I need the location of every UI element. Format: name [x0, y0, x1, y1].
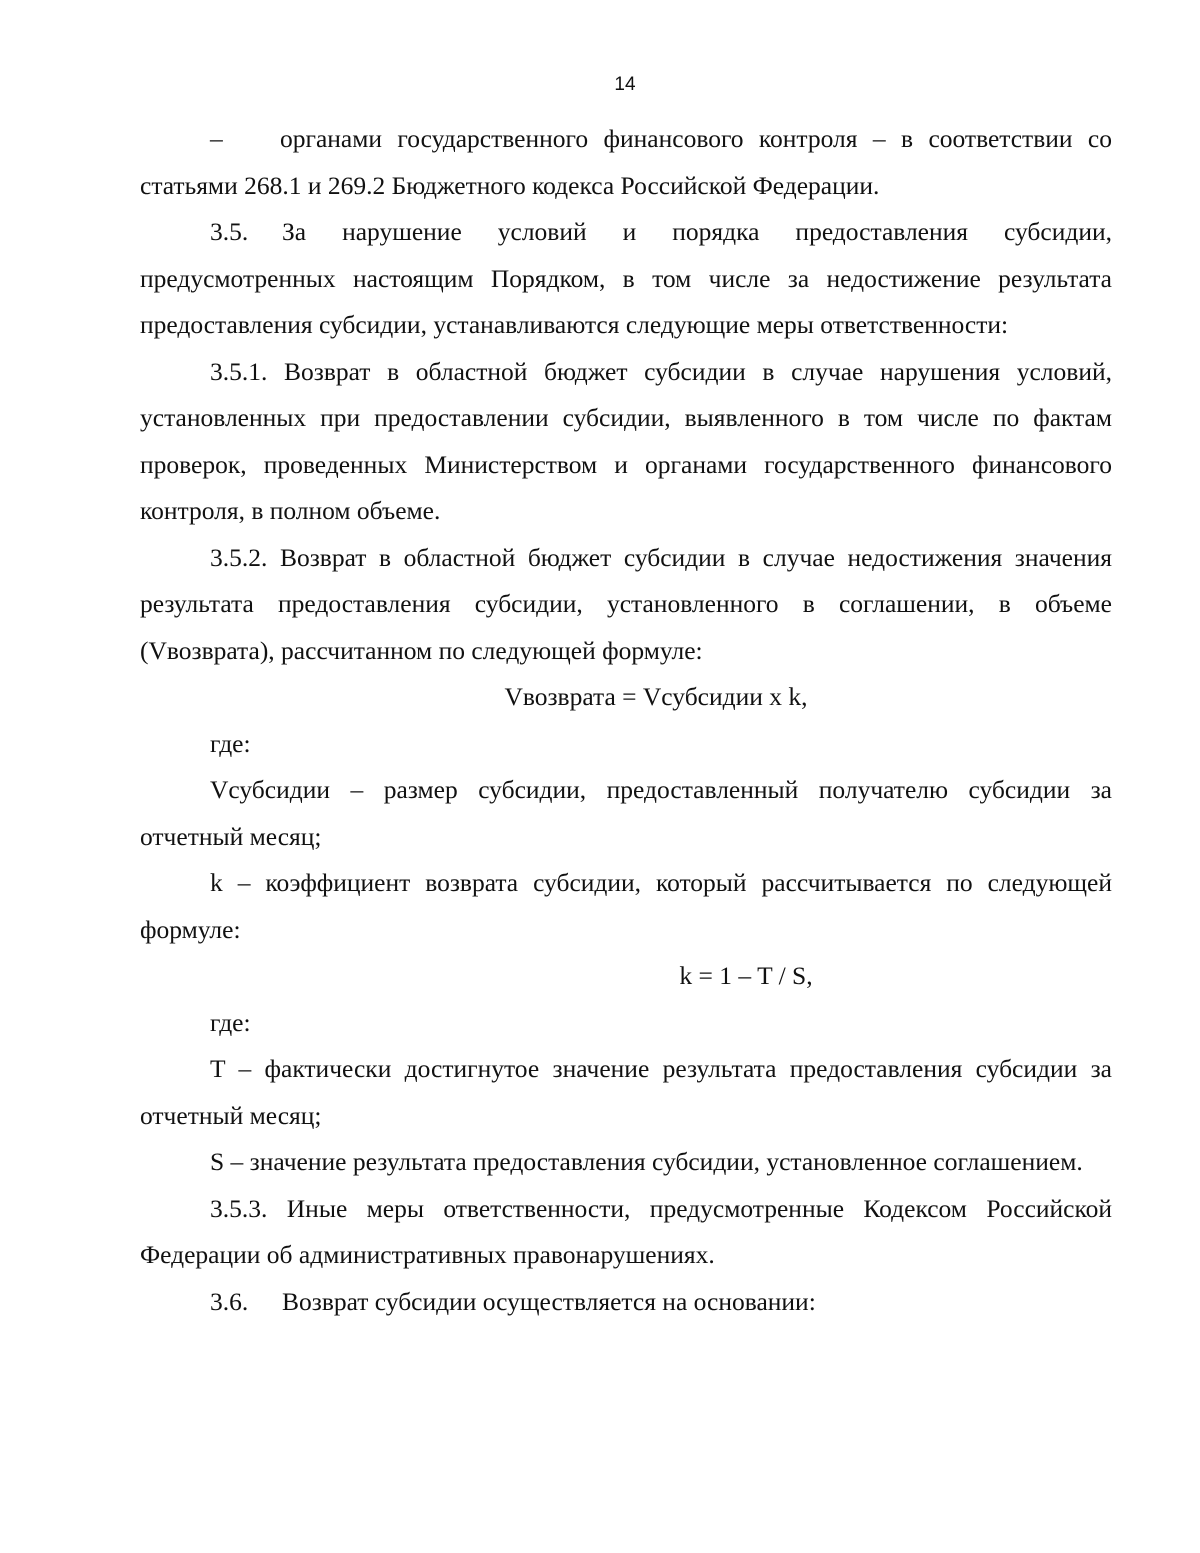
- paragraph-3-5-1: 3.5.1. Возврат в областной бюджет субсидии в случае нарушения условий, установленных при предоставлении субсидии, выявленного в том числе по фактам проверок, проведенных Министерством и органами государственного финансового контроля, в полном объеме.: [140, 356, 1112, 525]
- paragraph-3-5-2: 3.5.2. Возврат в областной бюджет субсидии в случае недостижения значения результата предоставления субсидии, установленного в соглашении, в объеме (Vвозврата), рассчитанном по следующей формуле:: [140, 542, 1112, 665]
- clause-number: 3.5.: [210, 217, 249, 246]
- formula-return-volume: Vвозврата = Vсубсидии x k,: [504, 682, 808, 711]
- definition-t: T – фактически достигнутое значение результата предоставления субсидии за отчетный месяц;: [140, 1054, 1112, 1130]
- page-number: 14: [614, 74, 636, 95]
- where-label: где:: [210, 1007, 251, 1037]
- paragraph-3-5-3: 3.5.3. Иные меры ответственности, предусмотренные Кодексом Российской Федерации об административных правонарушениях.: [140, 1193, 1112, 1269]
- paragraph-3-5: [140, 209, 1112, 349]
- clause-number: 3.6.: [210, 1286, 249, 1316]
- definition-s: S – значение результата предоставления субсидии, установленное соглашением.: [210, 1147, 1083, 1176]
- document-body: [140, 116, 1112, 1325]
- paragraph-text: Возврат субсидии осуществляется на основании:: [282, 1286, 816, 1316]
- paragraph-financial-control: [140, 116, 1112, 209]
- definition-k: k – коэффициент возврата субсидии, который рассчитывается по следующей формуле:: [140, 868, 1112, 944]
- definition-v-subsidy: Vсубсидии – размер субсидии, предоставленный получателю субсидии за отчетный месяц;: [140, 775, 1112, 851]
- paragraph-text: За нарушение условий и порядка предоставления субсидии, предусмотренных настоящим Порядком, в том числе за недостижение результата предоставления субсидии, устанавливаются следующие меры ответственности:: [140, 217, 1112, 339]
- list-dash: –: [210, 124, 223, 153]
- paragraph-3-6: [140, 1279, 1112, 1326]
- paragraph-text: органами государственного финансового контроля – в соответствии со статьями 268.1 и 269.2 Бюджетного кодекса Российской Федерации.: [140, 124, 1112, 200]
- where-label: где:: [210, 728, 251, 758]
- formula-coefficient: k = 1 – T / S,: [679, 961, 813, 990]
